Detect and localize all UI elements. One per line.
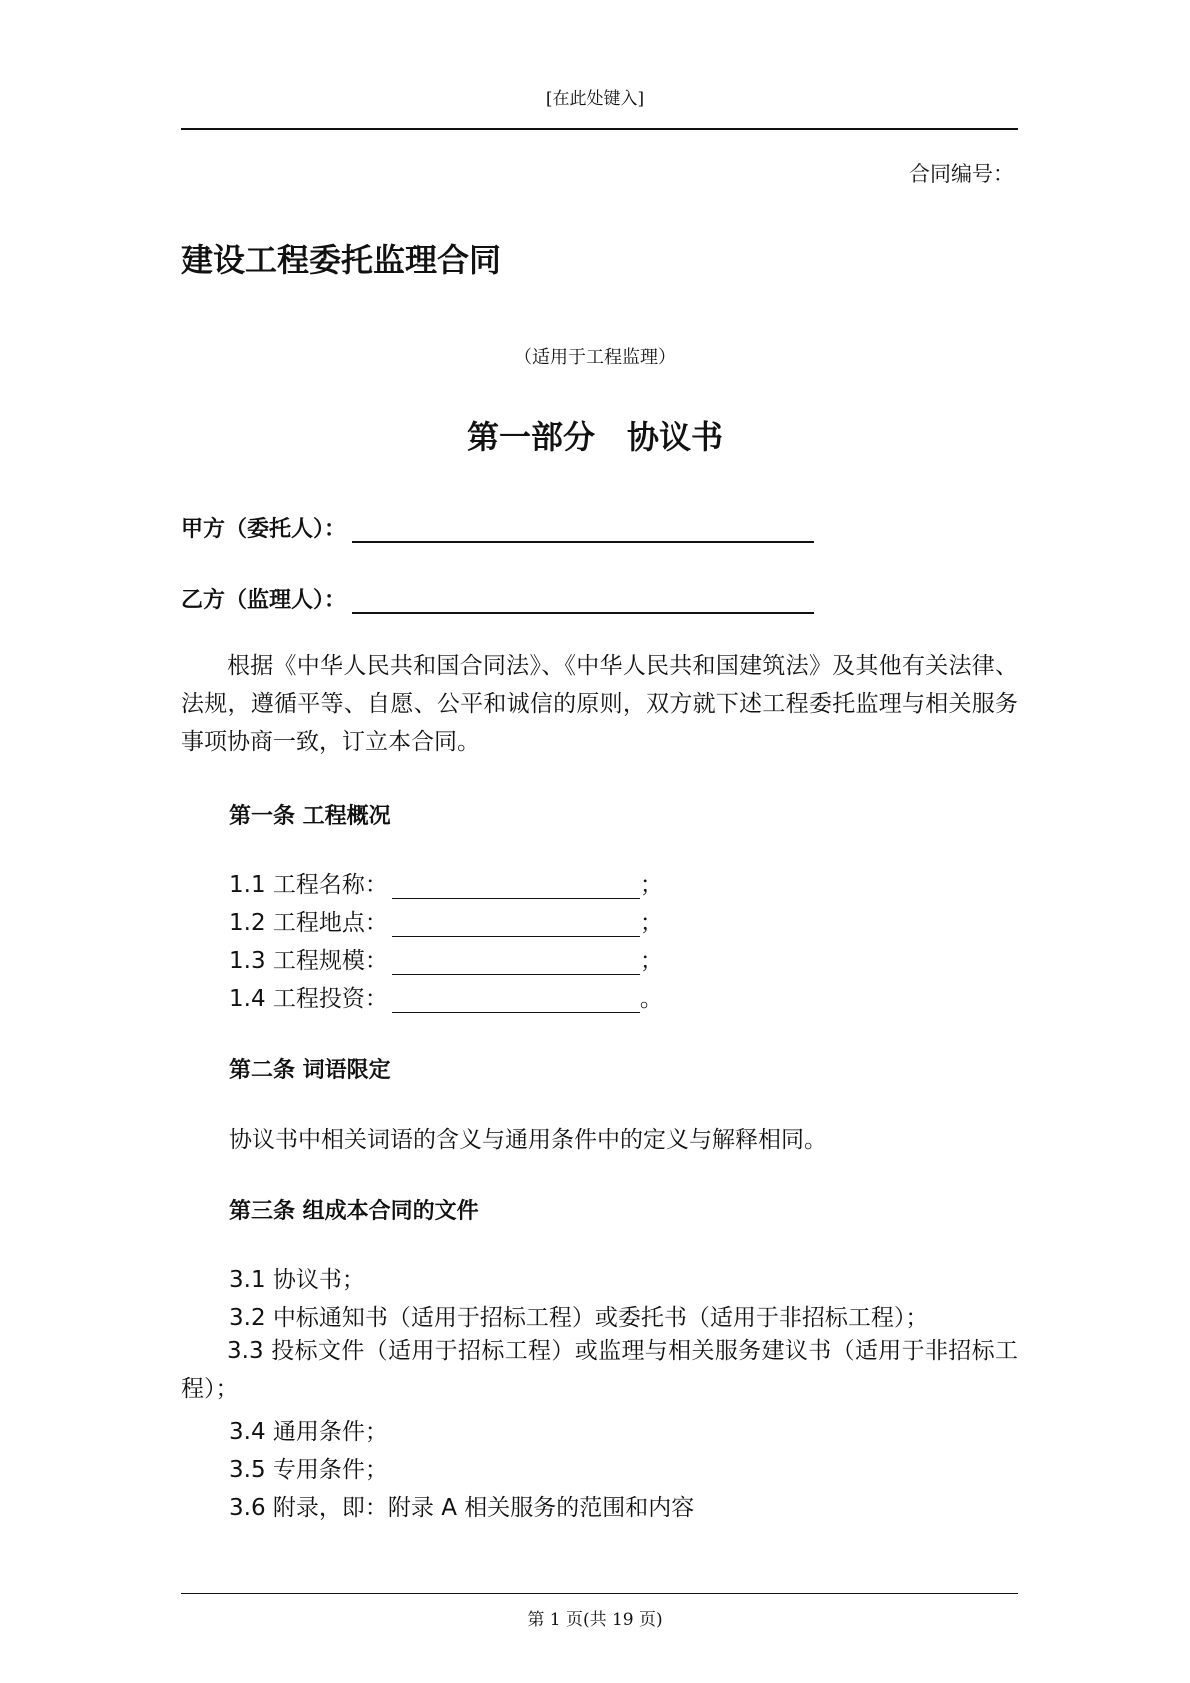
- project-scale-label: 1.3 工程规模：: [229, 948, 388, 974]
- project-investment-blank[interactable]: [392, 986, 640, 1013]
- document-title: 建设工程委托监理合同: [181, 241, 502, 279]
- project-scale-row: [229, 942, 663, 975]
- project-name-blank[interactable]: [392, 872, 640, 899]
- party-a-blank[interactable]: [352, 515, 814, 543]
- party-a-label: 甲方（委托人）：: [181, 517, 347, 542]
- intro-paragraph: 根据《中华人民共和国合同法》、《中华人民共和国建筑法》及其他有关法律、法规，遵循平等、自愿、公平和诚信的原则，双方就下述工程委托监理与相关服务事项协商一致，订立本合同。: [181, 653, 1018, 755]
- article-2-title: 第二条 词语限定: [229, 1058, 391, 1083]
- header-divider: [181, 128, 1018, 130]
- party-b-blank[interactable]: [352, 586, 814, 614]
- project-name-row: [229, 866, 663, 899]
- part-title: 第一部分 协议书: [466, 418, 723, 456]
- article-1-title: 第一条 工程概况: [229, 804, 391, 829]
- document-list-item: 3.5 专用条件；: [229, 1457, 388, 1483]
- punctuation: 。: [639, 986, 663, 1012]
- article-2-text: 协议书中相关词语的含义与通用条件中的定义与解释相同。: [229, 1127, 827, 1153]
- punctuation: ；: [639, 910, 663, 936]
- project-investment-row: [229, 980, 663, 1013]
- project-location-blank[interactable]: [392, 910, 640, 937]
- party-a-row: [181, 512, 814, 543]
- document-list-item: 3.4 通用条件；: [229, 1419, 388, 1445]
- document-list-item: 3.3 投标文件（适用于招标工程）或监理与相关服务建议书（适用于非招标工程）；: [181, 1338, 1018, 1402]
- contract-number-label: 合同编号：: [909, 162, 1014, 186]
- project-location-row: [229, 904, 663, 937]
- article-3-title: 第三条 组成本合同的文件: [229, 1199, 479, 1224]
- punctuation: ；: [639, 948, 663, 974]
- document-list-item: 3.6 附录，即：附录 A 相关服务的范围和内容: [229, 1495, 695, 1521]
- project-scale-blank[interactable]: [392, 948, 640, 975]
- party-b-label: 乙方（监理人）：: [181, 588, 347, 613]
- scope-note: （适用于工程监理）: [514, 347, 676, 368]
- project-investment-label: 1.4 工程投资：: [229, 986, 388, 1012]
- project-location-label: 1.2 工程地点：: [229, 910, 388, 936]
- page-footer: 第 1 页(共 19 页): [527, 1610, 663, 1630]
- document-list-item: 3.1 协议书；: [229, 1267, 365, 1293]
- project-name-label: 1.1 工程名称：: [229, 872, 388, 898]
- footer-divider: [181, 1593, 1018, 1594]
- party-b-row: [181, 583, 814, 614]
- document-list-item: 3.2 中标通知书（适用于招标工程）或委托书（适用于非招标工程）；: [229, 1305, 929, 1331]
- page-header: [在此处键入]: [545, 89, 645, 109]
- punctuation: ；: [639, 872, 663, 898]
